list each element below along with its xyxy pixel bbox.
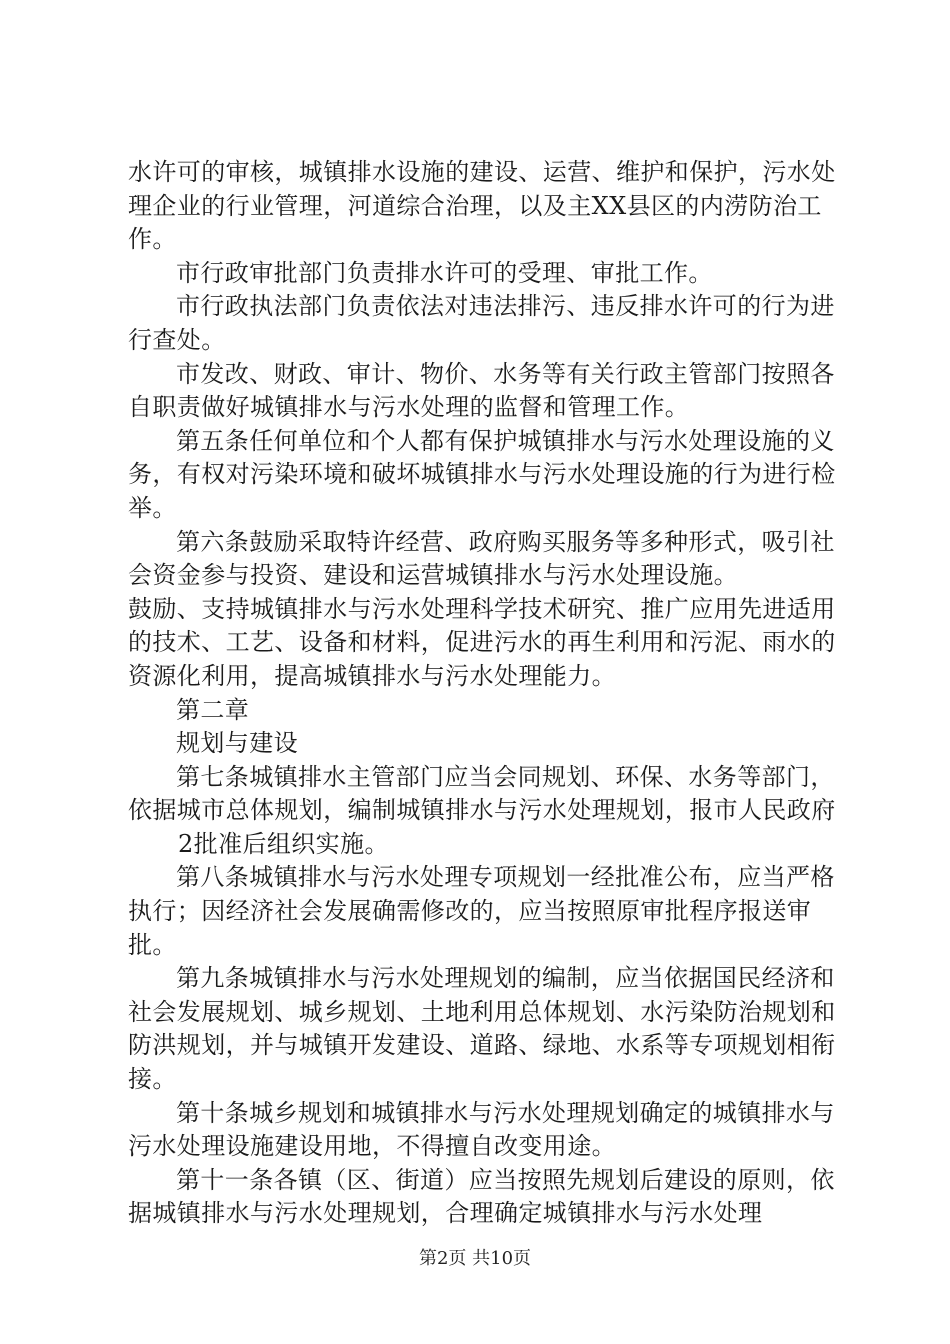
paragraph: 第七条城镇排水主管部门应当会同规划、环保、水务等部门，依据城市总体规划，编制城镇排水与污水处理规划，报市人民政府	[128, 762, 836, 825]
chapter-title: 规划与建设	[176, 729, 298, 758]
paragraph: 2批准后组织实施。	[178, 829, 389, 858]
paragraph: 第八条城镇排水与污水处理专项规划一经批准公布，应当严格执行；因经济社会发展确需修改的，应当按照原审批程序报送审批。	[128, 863, 835, 959]
paragraph: 第十一条各镇（区、街道）应当按照先规划后建设的原则，依据城镇排水与污水处理规划，合理确定城镇排水与污水处理	[128, 1165, 835, 1228]
paragraph: 第十条城乡规划和城镇排水与污水处理规划确定的城镇排水与污水处理设施建设用地，不得擅自改变用途。	[128, 1098, 835, 1161]
page-footer	[0, 1244, 950, 1270]
chapter-heading: 第二章	[176, 695, 250, 724]
paragraph: 第九条城镇排水与污水处理规划的编制，应当依据国民经济和社会发展规划、城乡规划、土地利用总体规划、水污染防治规划和防洪规划，并与城镇开发建设、道路、绿地、水系等专项规划相衔接。	[128, 964, 836, 1094]
paragraph: 水许可的审核，城镇排水设施的建设、运营、维护和保护，污水处理企业的行业管理，河道综合治理，以及主XX县区的内涝防治工作。	[128, 158, 836, 254]
paragraph: 第五条任何单位和个人都有保护城镇排水与污水处理设施的义务，有权对污染环境和破坏城镇排水与污水处理设施的行为进行检举。	[128, 426, 836, 522]
document-body	[128, 156, 848, 1231]
paragraph: 市行政执法部门负责依法对违法排污、违反排水许可的行为进行查处。	[128, 292, 835, 354]
paragraph: 市行政审批部门负责排水许可的受理、审批工作。	[176, 258, 713, 287]
paragraph: 第六条鼓励采取特许经营、政府购买服务等多种形式，吸引社会资金参与投资、建设和运营城镇排水与污水处理设施。	[128, 527, 835, 590]
page-number-label: 第2页 共10页	[418, 1248, 532, 1269]
paragraph: 鼓励、支持城镇排水与污水处理科学技术研究、推广应用先进适用的技术、工艺、设备和材料，促进污水的再生利用和污泥、雨水的资源化利用，提高城镇排水与污水处理能力。	[128, 594, 836, 690]
paragraph: 市发改、财政、审计、物价、水务等有关行政主管部门按照各自职责做好城镇排水与污水处理的监督和管理工作。	[128, 359, 835, 422]
